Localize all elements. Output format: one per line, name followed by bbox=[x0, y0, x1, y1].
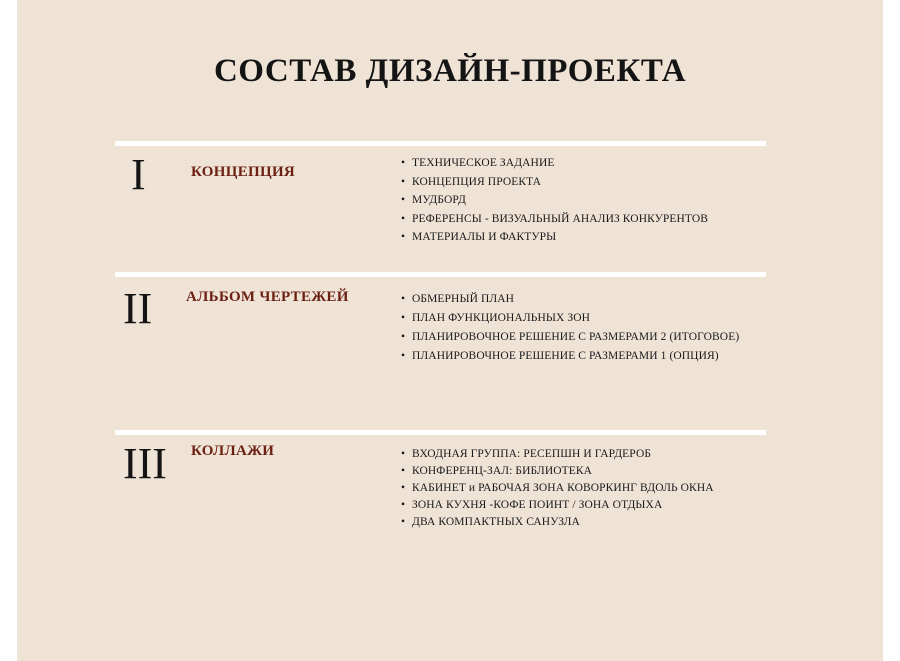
section-item-list bbox=[401, 154, 708, 247]
page-title: СОСТАВ ДИЗАЙН-ПРОЕКТА bbox=[213, 53, 687, 89]
list-item: • ОБМЕРНЫЙ ПЛАН bbox=[401, 293, 515, 305]
list-item: • ПЛАН ФУНКЦИОНАЛЬНЫХ ЗОН bbox=[401, 312, 591, 324]
list-item: • ПЛАНИРОВОЧНОЕ РЕШЕНИЕ С РАЗМЕРАМИ 1 (ОПЦИЯ) bbox=[401, 350, 719, 362]
list-item: • ПЛАНИРОВОЧНОЕ РЕШЕНИЕ С РАЗМЕРАМИ 2 (ИТОГОВОЕ) bbox=[401, 331, 740, 343]
list-item: • РЕФЕРЕНСЫ - ВИЗУАЛЬНЫЙ АНАЛИЗ КОНКУРЕНТОВ bbox=[401, 212, 709, 225]
list-item: • ТЕХНИЧЕСКОЕ ЗАДАНИЕ bbox=[401, 157, 555, 169]
section-item-list bbox=[401, 446, 714, 531]
section-title: КОЛЛАЖИ bbox=[191, 443, 275, 459]
list-item: • КОНФЕРЕНЦ-ЗАЛ: БИБЛИОТЕКА bbox=[401, 465, 593, 477]
list-item: • КАБИНЕТ и РАБОЧАЯ ЗОНА КОВОРКИНГ ВДОЛЬ ОКНА bbox=[401, 482, 714, 494]
section-divider bbox=[115, 430, 766, 435]
list-item: • ВХОДНАЯ ГРУППА: РЕСЕПШН И ГАРДЕРОБ bbox=[401, 448, 652, 460]
section-divider bbox=[115, 141, 766, 146]
section-title: АЛЬБОМ ЧЕРТЕЖЕЙ bbox=[186, 289, 349, 305]
section-numeral: I bbox=[131, 150, 146, 199]
section-numeral: II bbox=[123, 284, 153, 333]
list-item: • ДВА КОМПАКТНЫХ САНУЗЛА bbox=[401, 516, 580, 528]
list-item: • МАТЕРИАЛЫ И ФАКТУРЫ bbox=[401, 231, 557, 243]
list-item: • МУДБОРД bbox=[401, 194, 466, 206]
list-item: • ЗОНА КУХНЯ -КОФЕ ПОИНТ / ЗОНА ОТДЫХА bbox=[401, 499, 663, 511]
section-title: КОНЦЕПЦИЯ bbox=[191, 164, 296, 180]
section-divider bbox=[115, 272, 766, 277]
list-item: • КОНЦЕПЦИЯ ПРОЕКТА bbox=[401, 175, 542, 188]
section-item-list bbox=[401, 290, 739, 366]
section-numeral: III bbox=[123, 439, 167, 488]
